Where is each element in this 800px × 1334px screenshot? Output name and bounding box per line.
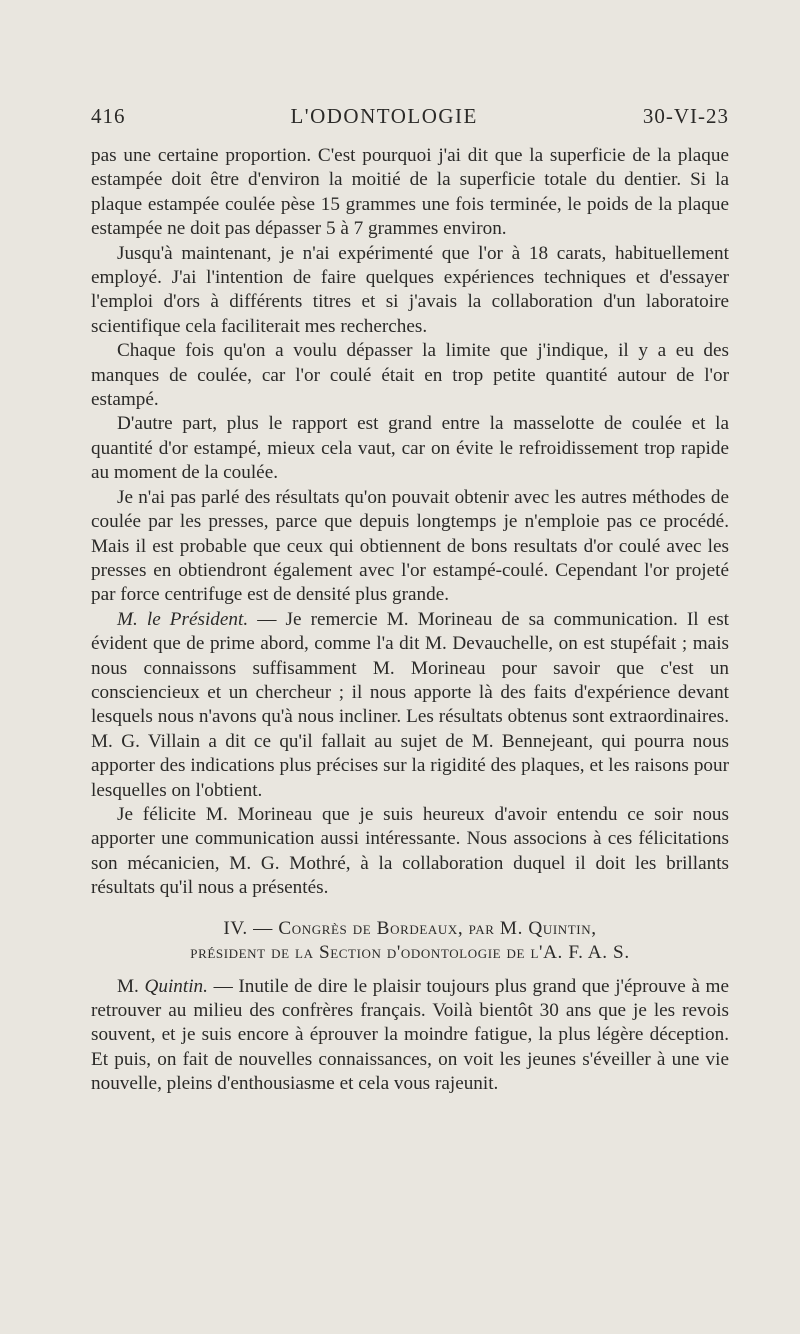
paragraph: pas une certaine proportion. C'est pourquoi j'ai dit que la superficie de la plaque estampée doit être d'environ la moitié de la superficie totale du dentier. Si la plaque estampée coulée pèse 15 grammes une fois terminée, le poids de la plaque estampée ne doit pas dépasser 5 à 7 grammes environ. bbox=[91, 145, 729, 240]
paragraph: Je félicite M. Morineau que je suis heureux d'avoir entendu ce soir nous apporter une communication aussi intéressante. Nous associons à ces félicitations son mécanicien, M. G. Mothré, à la collaboration duquel il doit les brillants résultats qu'il nous a présentés. bbox=[91, 803, 729, 899]
paragraph: Jusqu'à maintenant, je n'ai expérimenté que l'or à 18 carats, habituellement employé. J'ai l'intention de faire quelques expériences techniques et d'essayer l'emploi d'ors à différents titres et si j'avais la collaboration d'un laboratoire scientifique cela faciliterait mes recherches. bbox=[91, 242, 729, 337]
speech-text: — Je remercie M. Morineau de sa communication. Il est évident que de prime abord, comme l'a dit M. Devauchelle, on est stupéfait ; mais nous connaissons suffisamment M. Morineau pour savoir que c'est un consciencieux et un chercheur ; il nous apporte là des faits d'expérience devant lesquels nous n'avons qu'à nous incliner. Les résultats obtenus sont extraordinaires. M. G. Villain a dit ce qu'il fallait au sujet de M. Bennejeant, qui pourra nous apporter des indications plus précises sur la rigidité des plaques, et les raisons pour lesquelles on l'obtient. bbox=[91, 608, 729, 801]
speech-text: — Inutile de dire le plaisir toujours plus grand que j'éprouve à me retrouver au milieu des confrères français. Voilà bientôt 30 ans que je les revois souvent, et je suis encore à éprouver la moindre fatigue, la plus légère déception. Et puis, on fait de nouvelles connaissances, on voit les jeunes s'éveiller à une vie nouvelle, pleins d'enthousiasme et cela vous rajeunit. bbox=[91, 975, 729, 1095]
document-page bbox=[91, 104, 729, 1097]
paragraph: Chaque fois qu'on a voulu dépasser la limite que j'indique, il y a eu des manques de coulée, car l'or coulé était en trop petite quantité autour de l'or estampé. bbox=[91, 340, 729, 411]
section-heading-line: IV. — Congrès de Bordeaux, par M. Quintin, bbox=[223, 917, 597, 939]
speaker-name: M. le Président. bbox=[117, 608, 249, 630]
issue-date: 30-VI-23 bbox=[642, 104, 729, 128]
journal-title: L'ODONTOLOGIE bbox=[290, 104, 478, 128]
quintin-paragraph bbox=[91, 975, 729, 1097]
section-heading-line: président de la Section d'odontologie de l'A. F. A. S. bbox=[190, 941, 630, 963]
section-heading bbox=[91, 917, 729, 965]
running-header bbox=[91, 104, 729, 144]
paragraph: D'autre part, plus le rapport est grand entre la masselotte de coulée et la quantité d'or estampé, mieux cela vaut, car on évite le refroidissement trop rapide au moment de la coulée. bbox=[91, 413, 729, 484]
speaker-prefix: M. bbox=[117, 975, 145, 997]
president-paragraph bbox=[91, 608, 729, 803]
body-text bbox=[91, 144, 729, 1097]
speaker-name: Quintin. bbox=[144, 975, 208, 997]
paragraph: Je n'ai pas parlé des résultats qu'on pouvait obtenir avec les autres méthodes de coulée par les presses, parce que depuis longtemps je n'emploie pas ce procédé. Mais il est probable que ceux qui obtiennent de bons resultats d'or coulé avec les presses en obtiendront également avec l'or estampé-coulé. Cependant l'or projeté par force centrifuge est de densité plus grande. bbox=[91, 486, 729, 606]
page-number: 416 bbox=[91, 104, 126, 128]
